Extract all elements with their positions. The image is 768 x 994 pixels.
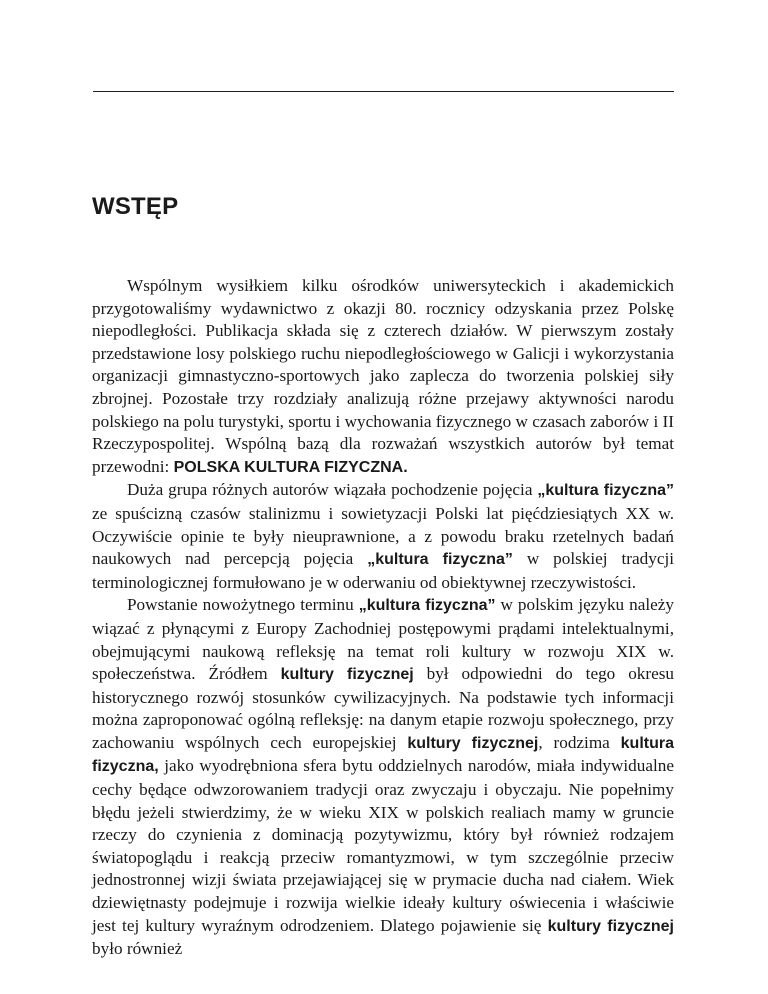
text-run: ze spuścizną czasów stalinizmu i sowietyzacji Polski lat pięćdziesiątych XX w. Oczywiście opinie te były nieuprawnione, a z powodu braku rzetelnych badań naukowych nad percepcją pojęcia xyxy=(92,503,674,569)
paragraph xyxy=(92,275,674,479)
bold-term: „kultura fizyczna” xyxy=(537,482,674,500)
text-run: Duża grupa różnych autorów wiązała pochodzenie pojęcia xyxy=(127,480,538,500)
bold-term: kultury fizycznej xyxy=(407,734,539,752)
text-run: Wspólnym wysiłkiem kilku ośrodków uniwersyteckich i akademickich przygotowaliśmy wydawnictwo z okazji 80. rocznicy odzyskania przez Polskę niepodległości. Publikacja składa się z czterech działów. W pierwszym zostały przedstawione losy polskiego ruchu niepodległościowego w Galicji i wykorzystania organizacji gimnastyczno-sportowych jako zaplecza do tworzenia polskiej siły zbrojnej. Pozostałe trzy rozdziały analizują różne przejawy aktywności narodu polskiego na polu turystyki, sportu i wychowania fizycznego w czasach zaborów i II Rzeczypospolitej. Wspólną bazą dla rozważań wszystkich autorów był temat przewodni: xyxy=(92,276,674,476)
text-run: jako wyodrębniona sfera bytu oddzielnych narodów, miała indywidualne cechy będące odwzorowaniem tradycji oraz zwyczaju i obyczaju. Nie popełnimy błędu jeżeli stwierdzimy, że w wieku XIX w polskich realiach mamy w gruncie rzeczy do czynienia z dominacją pozytywizmu, który był również rodzajem światopoglądu i reakcją przeciw romantyzmowi, w tym szczególnie przeciw jednostronnej wizji świata przejawiającej się w prymacie ducha nad ciałem. Wiek dziewiętnasty podejmuje i rozwija wielkie ideały kultury oświecenia i właściwie jest tej kultury wyraźnym odrodzeniem. Dlatego pojawienie się xyxy=(92,756,674,935)
text-run: Powstanie nowożytnego terminu xyxy=(127,595,359,615)
bold-term: kultury fizycznej xyxy=(547,917,674,935)
paragraph xyxy=(92,479,674,594)
bold-term: kultury fizycznej xyxy=(280,666,414,684)
bold-term: POLSKA KULTURA FIZYCZNA. xyxy=(173,458,408,476)
chapter-heading: WSTĘP xyxy=(92,193,179,220)
header-rule xyxy=(93,91,674,92)
paragraph xyxy=(92,594,674,961)
text-run: w polskim języku należy wiązać z płynącymi z Europy Zachodniej postępowymi prądami intelektualnymi, obejmującymi naukową refleksję na temat roli kultury w rozwoju XIX w. społeczeństwa. Źródłem xyxy=(92,595,675,684)
bold-term: „kultura fizyczna” xyxy=(367,551,513,569)
bold-term: „kultura fizyczna” xyxy=(358,597,496,615)
body-text xyxy=(92,275,674,961)
text-run: w polskiej tradycji terminologicznej formułowano je w oderwaniu od obiektywnej rzeczywistości. xyxy=(92,549,674,592)
text-run: , rodzima xyxy=(538,732,621,752)
text-run: był odpowiedni do tego okresu historycznego rozwój stosunków cywilizacyjnych. Na podstawie tych informacji można zaproponować ogólną refleksję: na danym etapie rozwoju społecznego, przy zachowaniu wspólnych cech europejskiej xyxy=(92,664,675,752)
text-run: było również xyxy=(92,939,183,959)
bold-term: kultura fizyczna, xyxy=(92,734,674,776)
